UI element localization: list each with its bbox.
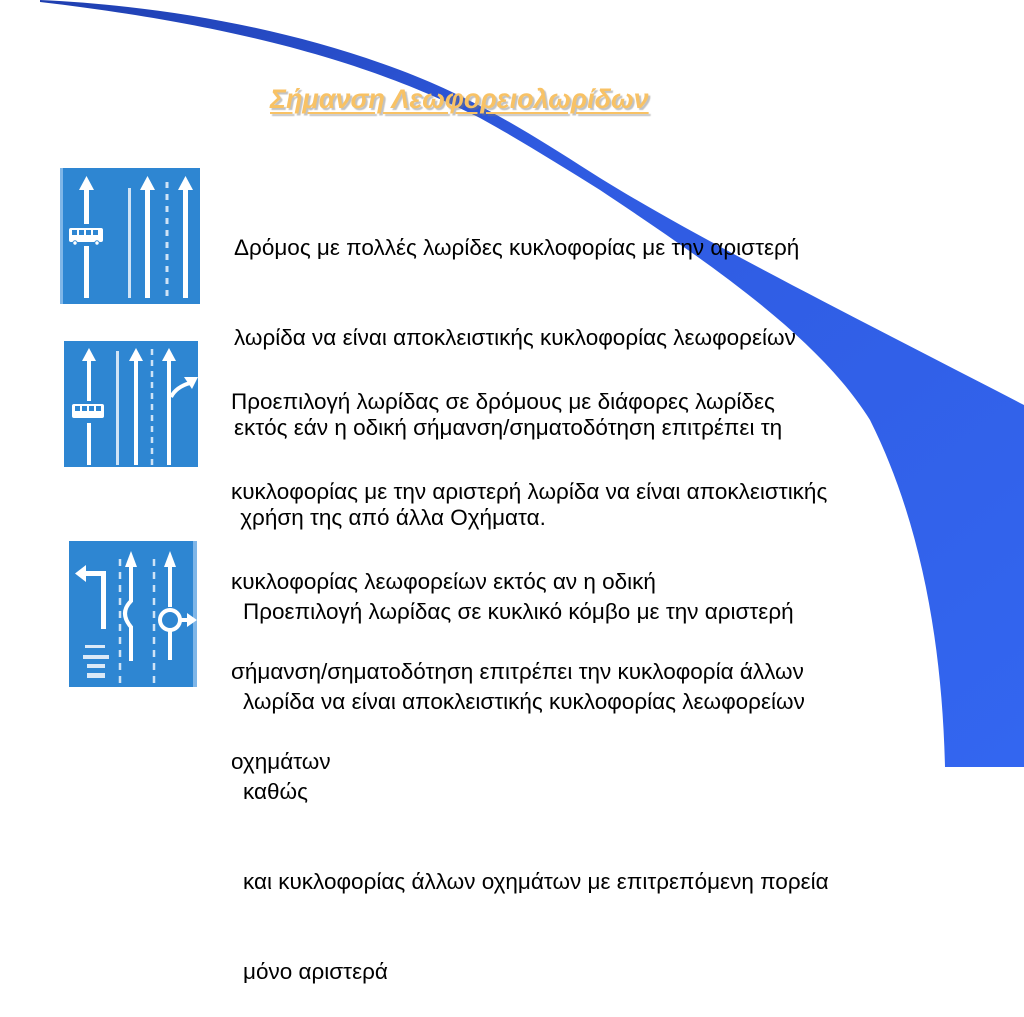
description-line: κυκλοφορίας λεωφορείων εκτός αν η οδική (231, 569, 656, 594)
description-line: λωρίδα να είναι αποκλειστικής κυκλοφορίας λεωφορείων (234, 325, 796, 350)
slide-title: Σήμανση Λεωφορειολωρίδων (270, 84, 649, 114)
description-line: και κυκλοφορίας άλλων οχημάτων με επιτρεπόμενη πορεία (243, 869, 829, 894)
description-line: κυκλοφορίας με την αριστερή λωρίδα να είναι αποκλειστικής (231, 479, 828, 504)
description-roundabout-preselection (243, 537, 829, 1017)
description-line: Προεπιλογή λωρίδας σε κυκλικό κόμβο με την αριστερή (243, 599, 794, 624)
description-line: λωρίδα να είναι αποκλειστικής κυκλοφορίας λεωφορείων (243, 689, 805, 714)
description-line: Προεπιλογή λωρίδας σε δρόμους με διάφορες λωρίδες (231, 389, 775, 414)
description-line: σήμανση/σηματοδότηση επιτρέπει την κυκλοφορία άλλων (231, 659, 804, 684)
roundabout-lane-preselection-sign-icon (69, 541, 197, 687)
description-line: καθώς (243, 779, 308, 804)
description-line: οχημάτων (231, 749, 331, 774)
three-lane-bus-lane-sign-icon (60, 168, 200, 304)
description-line: μόνο αριστερά (243, 959, 388, 984)
lane-preselection-bus-lane-sign-icon (64, 341, 198, 467)
description-line: εκτός εάν η οδική σήμανση/σηματοδότηση επιτρέπει τη (234, 415, 783, 440)
description-line: χρήση της από άλλα Οχήματα. (234, 505, 546, 530)
description-line: Δρόμος με πολλές λωρίδες κυκλοφορίας με την αριστερή (234, 235, 800, 260)
